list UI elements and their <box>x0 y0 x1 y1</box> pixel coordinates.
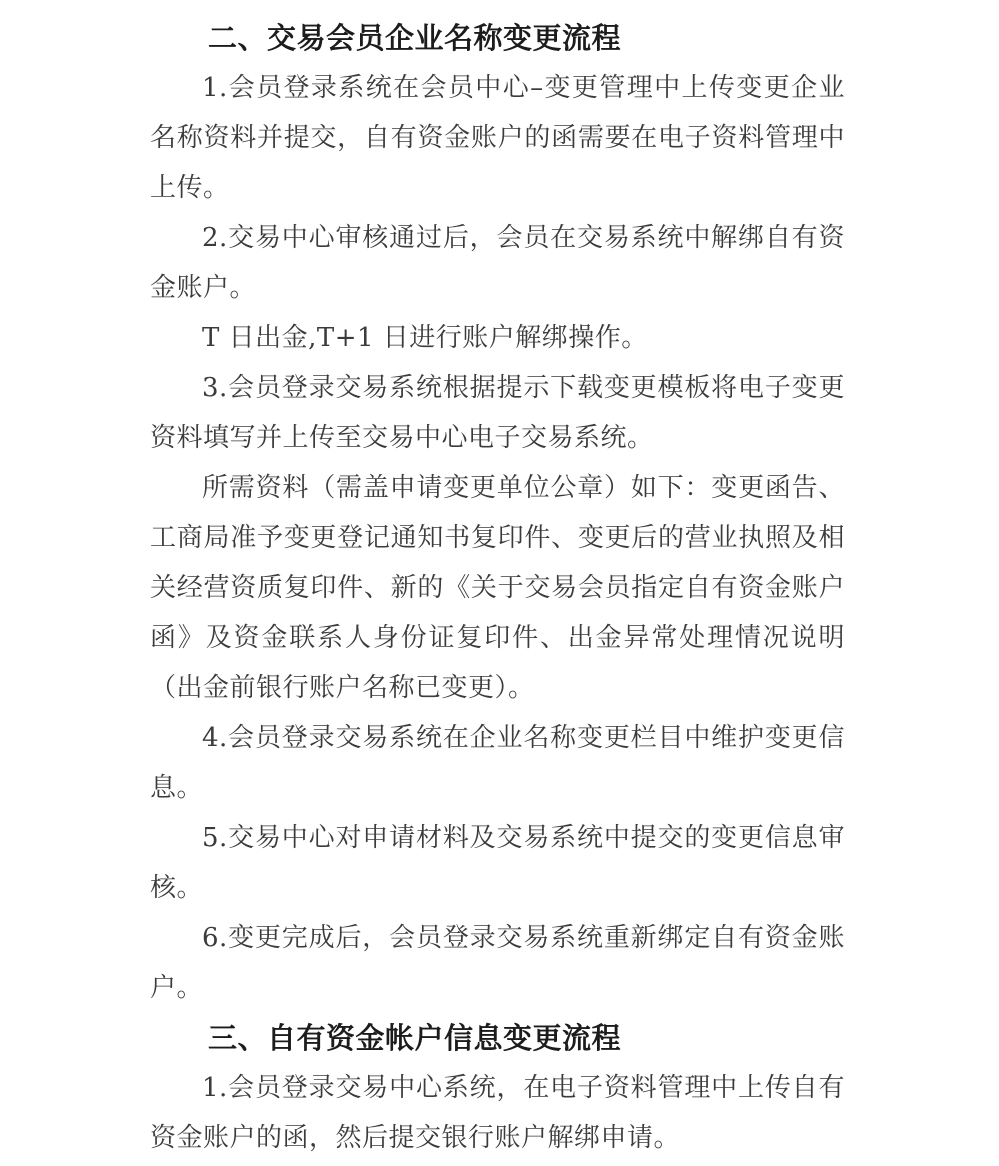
paragraph-withdrawal-note: T 日出金,T+1 日进行账户解绑操作。 <box>202 323 648 353</box>
paragraph-step-6: 6.变更完成后，会员登录交易系统重新绑定自有资金账户。 <box>150 923 845 1003</box>
paragraph-step-3: 3.会员登录交易系统根据提示下载变更模板将电子变更资料填写并上传至交易中心电子交易系统。 <box>150 373 845 453</box>
paragraph-step-2: 2.交易中心审核通过后，会员在交易系统中解绑自有资金账户。 <box>150 223 845 303</box>
paragraph-step-4: 4.会员登录交易系统在企业名称变更栏目中维护变更信息。 <box>150 723 845 803</box>
paragraph-section3-step-1: 1.会员登录交易中心系统，在电子资料管理中上传自有资金账户的函，然后提交银行账户解绑申请。 <box>150 1073 845 1153</box>
paragraph-step-5: 5.交易中心对申请材料及交易系统中提交的变更信息审核。 <box>150 823 845 903</box>
paragraph-step-1: 1.会员登录系统在会员中心–变更管理中上传变更企业名称资料并提交，自有资金账户的函需要在电子资料管理中上传。 <box>150 73 845 203</box>
paragraph-required-materials: 所需资料（需盖申请变更单位公章）如下：变更函告、工商局准予变更登记通知书复印件、变更后的营业执照及相关经营资质复印件、新的《关于交易会员指定自有资金账户函》及资金联系人身份证复印件、出金异常处理情况说明（出金前银行账户名称已变更）。 <box>150 473 845 703</box>
section-heading-2: 二、交易会员企业名称变更流程 <box>208 21 622 55</box>
section-heading-3: 三、自有资金帐户信息变更流程 <box>208 1021 622 1055</box>
